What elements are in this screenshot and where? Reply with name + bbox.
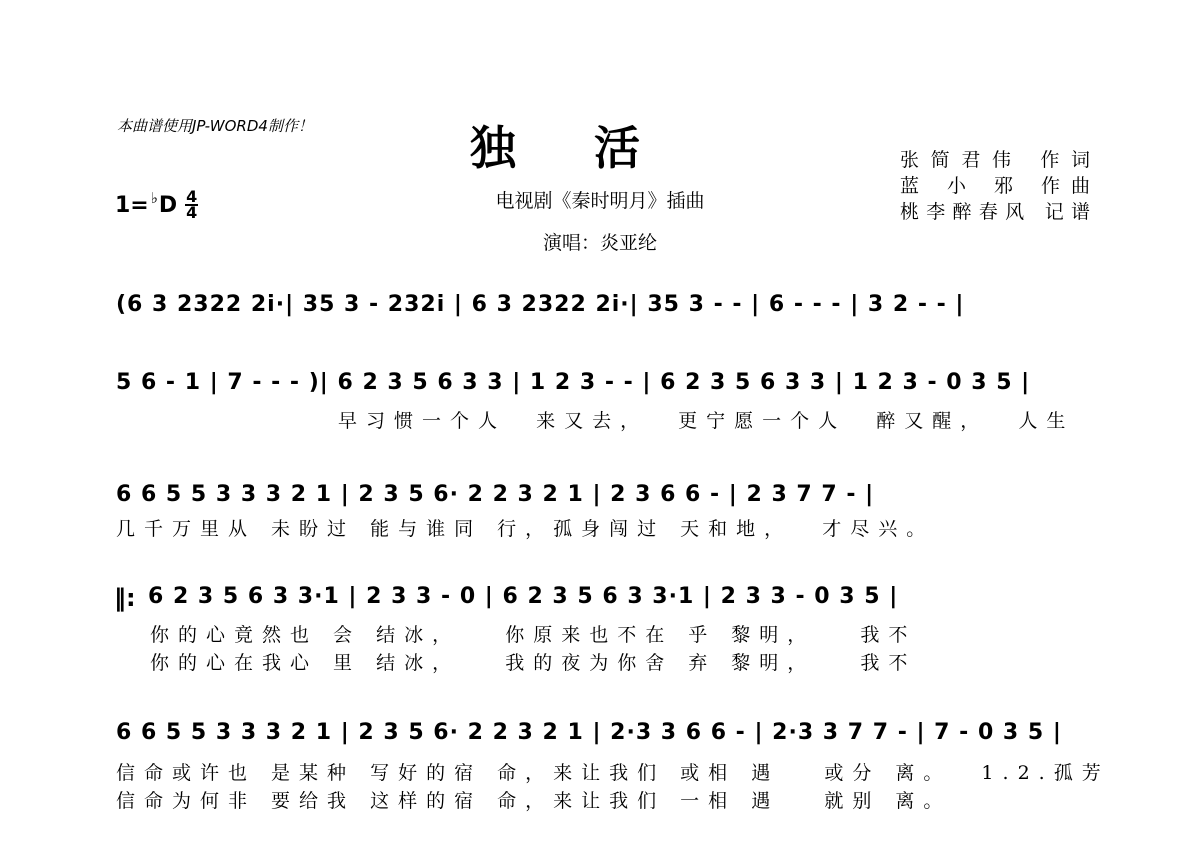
- transcriber-credit: 桃李醉春风 记谱: [900, 201, 1090, 223]
- lyricist-credit: 张简君伟 作词: [900, 149, 1090, 171]
- score-row-1: [110, 292, 1090, 326]
- score-row-2: [110, 370, 1090, 432]
- time-top: 4: [186, 187, 198, 206]
- time-bottom: 4: [186, 203, 198, 222]
- lyric-row-5a: 信命或许也 是某种 写好的宿 命，来让我们 或相 遇 或分 离。 1.2.孤芳: [116, 762, 1110, 784]
- credits: [900, 147, 1090, 225]
- lyric-row-4b: 你的心在我心 里 结冰， 我的夜为你舍 弃 黎明， 我不: [150, 652, 917, 674]
- key-signature: [115, 187, 198, 222]
- flat-symbol: ♭: [150, 189, 158, 207]
- notation-row-2: 5 6 - 1 | 7 - - - )| 6 2 3 5 6 3 3 | 1 2 3 - - | 6 2 3 5 6 3 3 | 1 2 3 - 0 3 5 |: [116, 370, 1031, 395]
- song-title: 独活: [470, 121, 718, 175]
- key-note: D: [158, 192, 178, 218]
- notation-row-3: 6 6 5 5 3 3 3 2 1 | 2 3 5 6· 2 2 3 2 1 | 2 3 6 6 - | 2 3 7 7 - |: [116, 482, 875, 507]
- lyric-row-2: 早习惯一个人 来又去， 更宁愿一个人 醉又醒， 人生: [338, 410, 1075, 432]
- score-row-5: [110, 720, 1110, 812]
- notation-row-1: (6 3 2322 2i·| 35 3 - 232i | 6 3 2322 2i·| 35 3 - - | 6 - - - | 3 2 - - |: [116, 292, 965, 317]
- notation-row-4: 6 2 3 5 6 3 3·1 | 2 3 3 - 0 | 6 2 3 5 6 3 3·1 | 2 3 3 - 0 3 5 |: [148, 584, 899, 609]
- subtitle: 电视剧《秦时明月》插曲: [495, 190, 705, 212]
- score-row-3: [110, 482, 1090, 540]
- lyric-row-4a: 你的心竟然也 会 结冰， 你原来也不在 乎 黎明， 我不: [150, 624, 917, 646]
- score-row-4: [110, 584, 1090, 674]
- lyric-row-3: 几千万里从 未盼过 能与谁同 行，孤身闯过 天和地， 才尽兴。: [116, 518, 935, 540]
- repeat-sign: ‖:: [114, 584, 136, 612]
- time-signature: [185, 187, 198, 222]
- notation-row-5: 6 6 5 5 3 3 3 2 1 | 2 3 5 6· 2 2 3 2 1 | 2·3 3 6 6 - | 2·3 3 7 7 - | 7 - 0 3 5 |: [116, 720, 1062, 745]
- key-label: 1=: [115, 192, 149, 218]
- singer: 演唱：炎亚纶: [542, 232, 657, 254]
- composer-credit: 蓝 小 邪 作曲: [900, 175, 1090, 197]
- lyric-row-5b: 信命为何非 要给我 这样的宿 命，来让我们 一相 遇 就别 离。: [116, 790, 952, 812]
- maker-note: 本曲谱使用JP-WORD4制作！: [117, 117, 313, 135]
